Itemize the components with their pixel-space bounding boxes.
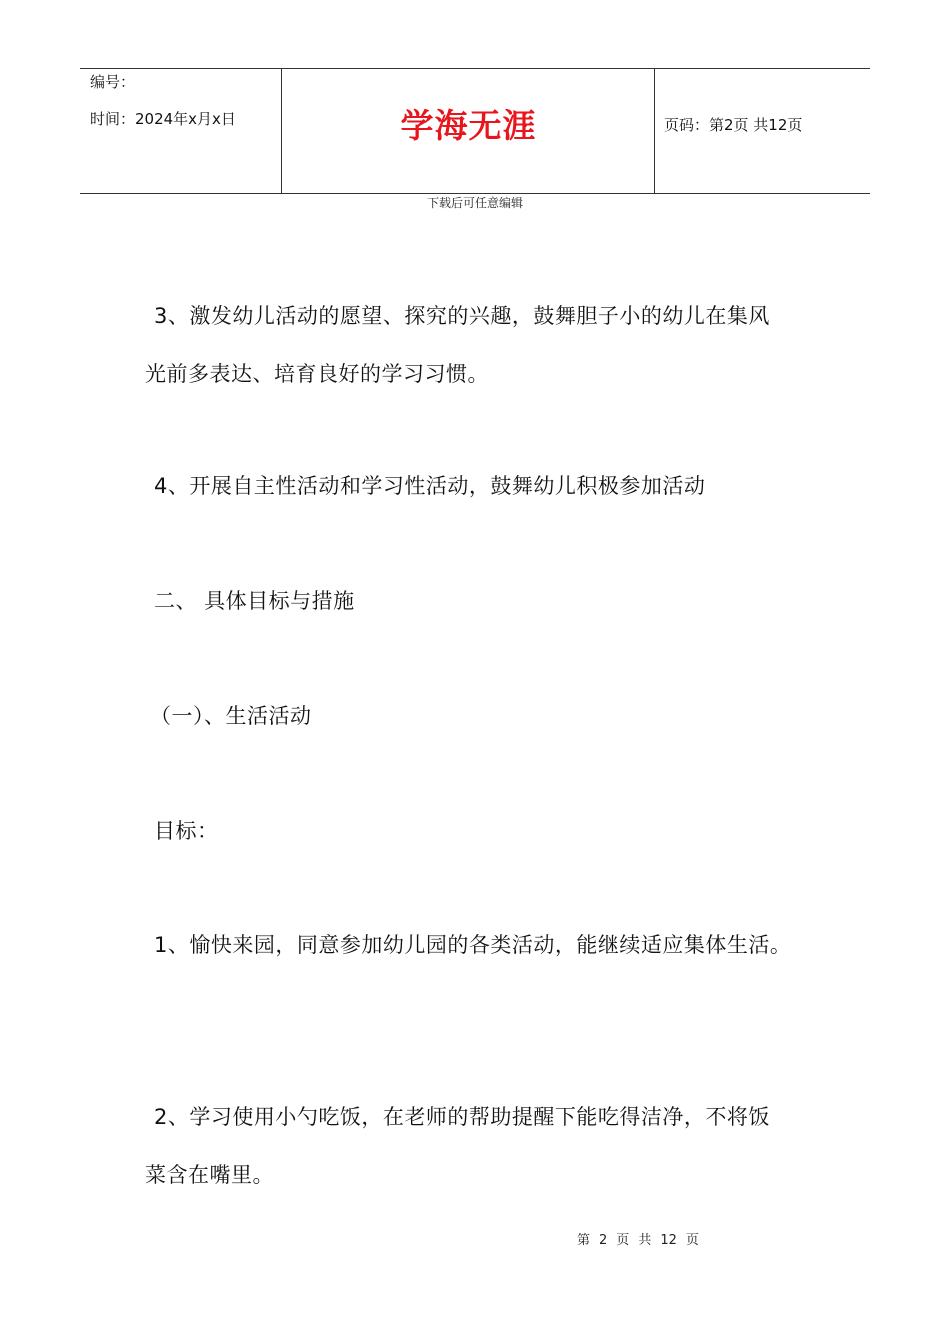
goal-2-line-1: 2、学习使用小勺吃饭，在老师的帮助提醒下能吃得洁净，不将饭 — [154, 1105, 770, 1129]
target-label: 目标： — [154, 819, 219, 843]
section-heading: 二、 具体目标与措施 — [154, 589, 355, 613]
goal-1: 1、愉快来园，同意参加幼儿园的各类活动，能继续适应集体生活。 — [154, 933, 792, 957]
footer-gong: 共 — [638, 1233, 652, 1248]
footer-total-pages: 12 — [660, 1233, 677, 1248]
footer-ye: 页 — [616, 1233, 630, 1248]
footer-ye-end: 页 — [685, 1233, 699, 1248]
page-footer — [577, 1229, 708, 1248]
brand-title: 学海无涯 — [400, 106, 537, 145]
paragraph-4: 4、开展自主性活动和学习性活动，鼓舞幼儿积极参加活动 — [154, 474, 706, 498]
header-page-info: 页码：第2页 共12页 — [664, 116, 803, 134]
footer-page-number: 2 — [599, 1233, 608, 1248]
document-number-label: 编号： — [90, 73, 136, 91]
subsection-heading: （一）、生活活动 — [150, 704, 312, 728]
footer-di: 第 — [577, 1233, 591, 1248]
header-top-border — [80, 68, 870, 69]
paragraph-3-line-2: 光前多表达、培育良好的学习习惯。 — [145, 362, 489, 386]
document-time-label: 时间：2024年x月x日 — [90, 110, 236, 128]
goal-2-line-2: 菜含在嘴里。 — [145, 1163, 274, 1187]
header-edit-note: 下载后可任意编辑 — [426, 196, 523, 210]
paragraph-3-line-1: 3、激发幼儿活动的愿望、探究的兴趣，鼓舞胆子小的幼儿在集风 — [154, 304, 770, 328]
